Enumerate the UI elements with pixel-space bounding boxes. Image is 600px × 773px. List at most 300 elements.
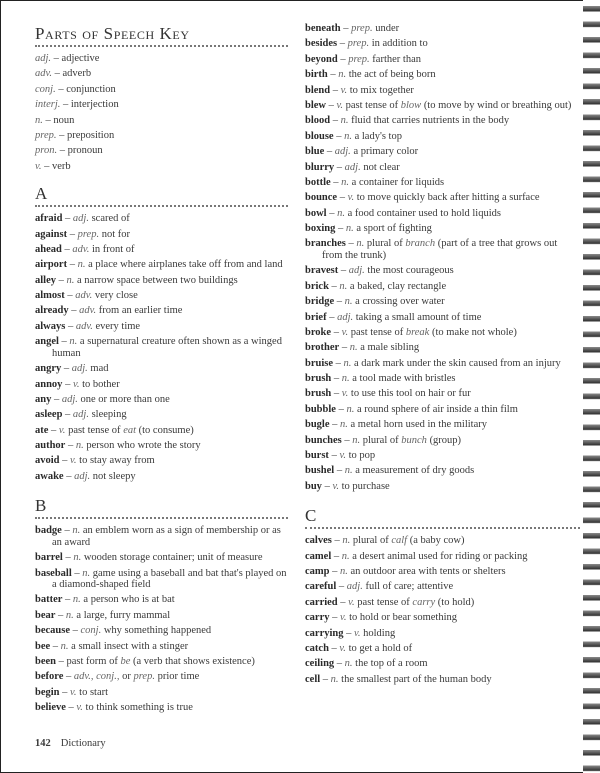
definition: an outdoor area with tents or shelters	[350, 566, 506, 577]
dictionary-entry: ahead – adv. in front of	[35, 243, 135, 255]
headword: ceiling	[305, 658, 335, 670]
key-full: pronoun	[67, 145, 103, 157]
headword: camp	[305, 566, 330, 577]
headword: bee	[35, 640, 51, 652]
dictionary-entry: bunches – n. plural of bunch (group)	[305, 434, 462, 446]
part-of-speech: n.	[82, 567, 91, 579]
parts-of-speech-title: Parts of Speech Key	[35, 24, 190, 43]
part-of-speech: n.	[341, 550, 350, 562]
definition: past tense of	[357, 596, 413, 608]
dictionary-entry: cell – n. the smallest part of the human body	[305, 673, 492, 685]
dictionary-entry: brush – n. a tool made with bristles	[305, 373, 456, 385]
part-of-speech: n.	[339, 280, 348, 292]
dictionary-entry: batter – n. a person who is at bat	[35, 594, 175, 606]
headword: bounce	[305, 192, 338, 204]
headword: beneath	[305, 23, 341, 34]
key-abbr: interj.	[35, 99, 61, 111]
headword: believe	[35, 702, 66, 714]
definition: to use this tool on hair or fur	[350, 388, 471, 400]
headword: boxing	[305, 223, 336, 235]
headword: because	[35, 625, 70, 637]
part-of-speech: adv.	[79, 305, 97, 317]
part-of-speech: n.	[345, 223, 354, 235]
dictionary-entry: annoy – v. to bother	[35, 378, 120, 390]
dictionary-entry: angel – n. a supernatural creature often shown as a winged human	[35, 336, 282, 359]
headword: carried	[305, 596, 338, 608]
definition: mad	[90, 363, 109, 375]
headword: catch	[305, 642, 329, 654]
key-abbr: conj.	[35, 83, 56, 95]
part-of-speech: n.	[340, 419, 348, 431]
part-of-speech: n.	[337, 207, 345, 219]
dictionary-entry: brother – n. a male sibling	[305, 342, 420, 354]
part-of-speech: n.	[352, 434, 361, 446]
headword: bugle	[305, 419, 330, 431]
headword: blew	[305, 99, 326, 111]
dictionary-entry: buy – v. to purchase	[305, 480, 390, 492]
dictionary-entry: always – adv. every time	[35, 320, 141, 332]
dictionary-entry: bee – n. a small insect with a stinger	[35, 640, 189, 652]
headword: alley	[35, 274, 56, 286]
definition: or	[122, 671, 134, 683]
part-of-speech: v.	[336, 99, 344, 111]
part-of-speech: n.	[72, 594, 81, 606]
dictionary-entry: begin – v. to start	[35, 686, 109, 698]
definition: wooden storage container; unit of measure	[83, 552, 263, 564]
key-item: adv. – adverb	[35, 68, 92, 80]
headword: almost	[35, 290, 65, 302]
headword: always	[35, 320, 66, 332]
definition: sleeping	[91, 409, 127, 421]
headword: barrel	[35, 552, 63, 564]
definition: a container for liquids	[351, 176, 445, 188]
part-of-speech: n.	[338, 69, 347, 81]
dictionary-entry: boxing – n. a sport of fighting	[305, 223, 432, 235]
dictionary-entry: blurry – adj. not clear	[305, 161, 400, 173]
part-of-speech: prep.	[347, 38, 370, 50]
headword: afraid	[35, 213, 63, 225]
right-column	[305, 0, 580, 689]
dictionary-entry: camel – n. a desert animal used for riding or packing	[305, 550, 528, 562]
dictionary-entry: asleep – adj. sleeping	[35, 409, 127, 421]
definition: a food container used to hold liquids	[347, 207, 501, 219]
headword: brush	[305, 388, 332, 400]
definition: every time	[95, 320, 141, 332]
dictionary-entry: bravest – adj. the most courageous	[305, 265, 454, 277]
headword: bravest	[305, 265, 339, 277]
definition: holding	[363, 627, 396, 639]
definition: to think something is true	[85, 702, 193, 714]
part-of-speech: prep.	[348, 53, 370, 65]
key-abbr: pron.	[35, 145, 58, 157]
definition: why something happened	[103, 625, 212, 637]
dictionary-entry: any – adj. one or more than one	[35, 393, 170, 405]
definition: to start	[79, 686, 109, 698]
definition: a measurement of dry goods	[355, 465, 475, 477]
part-of-speech: v.	[339, 450, 346, 462]
key-full: conjunction	[66, 83, 116, 95]
headword: careful	[305, 581, 337, 593]
part-of-speech: v.	[339, 642, 346, 654]
part-of-speech: n.	[346, 403, 355, 415]
dictionary-entry: brief – adj. taking a small amount of time	[305, 311, 482, 323]
dictionary-entry: alley – n. a narrow space between two buildings	[35, 274, 238, 286]
dictionary-entry: blood – n. fluid that carries nutrients in the body	[305, 115, 510, 127]
definition: to get a hold of	[348, 642, 413, 654]
definition: a male sibling	[360, 342, 420, 354]
dictionary-entry: airport – n. a place where airplanes take off from and land	[35, 259, 283, 271]
dictionary-entry: brush – v. to use this tool on hair or fur	[305, 388, 471, 400]
definition: taking a small amount of time	[355, 311, 482, 323]
definition-italic: break	[405, 326, 430, 338]
part-of-speech: adj.	[334, 146, 351, 158]
headword: blue	[305, 146, 325, 158]
definition: (to move by wind or breathing out)	[421, 99, 572, 111]
definition: the top of a room	[355, 658, 428, 670]
key-full: adjective	[61, 53, 100, 64]
definition: fluid that carries nutrients in the body	[351, 115, 510, 127]
dictionary-entry: because – conj. why something happened	[35, 625, 212, 637]
headword: bowl	[305, 207, 327, 219]
definition: a dark mark under the skin caused from an injury	[354, 357, 561, 369]
definition: not sleepy	[92, 470, 136, 482]
definition: a large, furry mammal	[76, 609, 171, 621]
part-of-speech: v.	[70, 455, 77, 467]
part-of-speech: n.	[341, 373, 350, 385]
key-abbr: adv.	[35, 68, 53, 80]
headword: brush	[305, 373, 332, 385]
dictionary-entry: before – adv., conj., or prep. prior time	[35, 671, 200, 683]
key-full: noun	[53, 114, 75, 126]
section-label: Dictionary	[60, 738, 106, 749]
part-of-speech: adj.	[346, 581, 363, 593]
headword: ahead	[35, 243, 62, 255]
part-of-speech: n.	[341, 176, 350, 188]
headword: broke	[305, 326, 332, 338]
definition: plural of	[352, 535, 392, 547]
dictionary-entry: awake – adj. not sleepy	[35, 470, 136, 482]
headword: brief	[305, 311, 327, 323]
definition-italic: prep.	[133, 671, 155, 683]
part-of-speech: prep.	[351, 23, 373, 34]
dictionary-entry: bruise – n. a dark mark under the skin caused from an injury	[305, 357, 561, 369]
definition: very close	[94, 290, 138, 302]
definition: to mix together	[349, 84, 414, 96]
dictionary-entry: camp – n. an outdoor area with tents or shelters	[305, 566, 506, 577]
headword: bushel	[305, 465, 335, 477]
definition: to purchase	[341, 480, 390, 492]
part-of-speech: n.	[330, 673, 339, 685]
letter-heading: A	[35, 184, 48, 204]
headword: bubble	[305, 403, 336, 415]
definition: not for	[101, 228, 130, 240]
dictionary-entry: calves – n. plural of calf (a baby cow)	[305, 535, 465, 547]
definition: to hold or bear something	[349, 612, 458, 624]
part-of-speech: v.	[76, 702, 83, 714]
headword: blend	[305, 84, 331, 96]
headword: bridge	[305, 296, 335, 308]
definition: a crossing over water	[355, 296, 445, 308]
key-item: adj. – adjective	[35, 53, 100, 64]
definition: a place where airplanes take off from and land	[88, 259, 283, 271]
headword: birth	[305, 69, 328, 81]
part-of-speech: v.	[340, 84, 348, 96]
key-abbr: prep.	[35, 129, 57, 141]
key-item: v. – verb	[35, 160, 71, 172]
definition: one or more than one	[80, 393, 170, 405]
headword: batter	[35, 594, 63, 606]
dictionary-entry: ate – v. past tense of eat (to consume)	[35, 424, 194, 436]
definition: past form of	[66, 656, 121, 667]
headword: carry	[305, 612, 330, 624]
part-of-speech: conj.	[80, 625, 102, 637]
definition-italic: be	[120, 656, 131, 667]
headword: already	[35, 305, 69, 317]
headword: camel	[305, 550, 332, 562]
part-of-speech: prep.	[77, 228, 100, 240]
key-full: adverb	[62, 68, 92, 80]
headword: against	[35, 228, 68, 240]
headword: bunches	[305, 434, 342, 446]
key-item: pron. – pronoun	[35, 145, 103, 157]
headword: baseball	[35, 567, 72, 579]
headword: calves	[305, 535, 332, 547]
part-of-speech: v.	[341, 388, 349, 400]
definition: a lady's top	[354, 130, 402, 142]
headword: avoid	[35, 455, 60, 467]
part-of-speech: n.	[340, 115, 349, 127]
definition: a round sphere of air inside a thin film	[356, 403, 518, 415]
definition: a small insect with a stinger	[71, 640, 189, 652]
part-of-speech: v.	[354, 627, 361, 639]
part-of-speech: v.	[348, 596, 355, 608]
headword: been	[35, 656, 56, 667]
definition-italic: calf	[391, 535, 408, 547]
key-abbr: n.	[35, 114, 43, 126]
part-of-speech: v.	[58, 424, 66, 436]
headword: awake	[35, 470, 64, 482]
parts-of-speech-key	[35, 53, 288, 172]
headword: begin	[35, 686, 60, 698]
definition: (part of a tree that grows out from the trunk)	[322, 238, 558, 261]
definition: a baked, clay rectangle	[349, 280, 447, 292]
definition: an emblem worn as a sign of membership or as an award	[52, 525, 281, 548]
dictionary-entry: bear – n. a large, furry mammal	[35, 609, 171, 621]
headword: besides	[305, 38, 338, 50]
definition: person who wrote the story	[86, 440, 201, 452]
dictionary-entry: barrel – n. wooden storage container; unit of measure	[35, 552, 263, 564]
headword: beyond	[305, 53, 338, 65]
left-column	[35, 0, 288, 718]
dictionary-entry: blend – v. to mix together	[305, 84, 414, 96]
dictionary-entry: afraid – adj. scared of	[35, 213, 130, 225]
part-of-speech: n.	[340, 566, 348, 577]
definition: the smallest part of the human body	[341, 673, 492, 685]
dictionary-entry: bounce – v. to move quickly back after hitting a surface	[305, 192, 540, 204]
part-of-speech: v.	[72, 378, 80, 390]
part-of-speech: adj.	[71, 363, 88, 375]
definition-italic: blow	[400, 99, 422, 111]
headword: branches	[305, 238, 346, 250]
definition: a supernatural creature often shown as a winged human	[52, 336, 282, 359]
definition: game using a baseball and bat that's played on a diamond-shaped field	[52, 567, 287, 591]
dictionary-entry: badge – n. an emblem worn as a sign of membership or as an award	[35, 525, 281, 548]
key-abbr: v.	[35, 160, 42, 172]
dictionary-entry: broke – v. past tense of break (to make not whole)	[305, 326, 517, 338]
part-of-speech: adv.	[75, 290, 93, 302]
definition: past tense of	[68, 424, 124, 436]
definition: the most courageous	[367, 265, 454, 277]
headword: asleep	[35, 409, 63, 421]
definition: to stay away from	[79, 455, 155, 467]
dictionary-entry: blue – adj. a primary color	[305, 146, 419, 158]
dictionary-entry: blew – v. past tense of blow (to move by wind or breathing out)	[305, 99, 572, 111]
dictionary-entry: already – adv. from an earlier time	[35, 305, 183, 317]
definition: a narrow space between two buildings	[77, 274, 238, 286]
dictionary-entry: birth – n. the act of being born	[305, 69, 436, 81]
key-full: verb	[52, 160, 71, 172]
headword: carrying	[305, 627, 344, 639]
part-of-speech: adj.	[337, 311, 354, 323]
page-footer	[35, 738, 106, 749]
dictionary-entry: ceiling – n. the top of a room	[305, 658, 428, 670]
dictionary-entry: bowl – n. a food container used to hold liquids	[305, 207, 501, 219]
headword: badge	[35, 525, 62, 537]
headword: ate	[35, 424, 49, 436]
definition: (group)	[426, 434, 462, 446]
part-of-speech: adj.	[348, 265, 365, 277]
dictionary-entry: against – prep. not for	[35, 228, 130, 240]
letter-heading: C	[305, 506, 317, 526]
part-of-speech: n.	[60, 640, 69, 652]
definition: not clear	[363, 161, 400, 173]
dotted-divider	[35, 45, 288, 47]
dictionary-entry: angry – adj. mad	[35, 363, 109, 375]
part-of-speech: n.	[65, 609, 74, 621]
headword: buy	[305, 480, 322, 492]
key-item: conj. – conjunction	[35, 83, 116, 95]
definition: to bother	[82, 378, 120, 390]
part-of-speech: adj.	[72, 213, 89, 225]
dictionary-entry: avoid – v. to stay away from	[35, 455, 155, 467]
dictionary-entry: catch – v. to get a hold of	[305, 642, 413, 654]
key-full: preposition	[66, 129, 115, 141]
part-of-speech: v.	[70, 686, 77, 698]
definition: in addition to	[371, 38, 428, 50]
definition: past tense of	[350, 326, 406, 338]
definition: to move quickly back after hitting a surface	[356, 192, 540, 204]
part-of-speech: n.	[69, 336, 78, 348]
dictionary-entry: besides – prep. in addition to	[305, 38, 428, 50]
dictionary-entry: blouse – n. a lady's top	[305, 130, 402, 142]
definition: (to hold)	[435, 596, 475, 608]
part-of-speech: adv.	[72, 243, 90, 255]
dictionary-entry: bushel – n. a measurement of dry goods	[305, 465, 475, 477]
dictionary-entry: carry – v. to hold or bear something	[305, 612, 458, 624]
spiral-binding	[583, 0, 600, 773]
definition-italic: eat	[123, 424, 137, 436]
definition: to pop	[348, 450, 376, 462]
part-of-speech: n.	[344, 658, 353, 670]
part-of-speech: n.	[75, 440, 84, 452]
dictionary-entry: brick – n. a baked, clay rectangle	[305, 280, 447, 292]
part-of-speech: adj.	[72, 409, 89, 421]
definition: (a baby cow)	[407, 535, 465, 547]
definition: a sport of fighting	[356, 223, 432, 235]
dictionary-entry: bubble – n. a round sphere of air inside a thin film	[305, 403, 518, 415]
part-of-speech: adj.	[74, 470, 91, 482]
headword: blood	[305, 115, 331, 127]
headword: cell	[305, 673, 321, 685]
key-item: n. – noun	[35, 114, 75, 126]
part-of-speech: n.	[343, 357, 352, 369]
dictionary-entry: branches – n. plural of branch (part of a tree that grows out from the trunk)	[305, 238, 558, 261]
definition: a metal horn used in the military	[350, 419, 487, 431]
part-of-speech: adj.	[344, 161, 361, 173]
part-of-speech: v.	[347, 192, 355, 204]
definition: plural of	[362, 434, 402, 446]
definition: plural of	[366, 238, 406, 250]
definition: (to consume)	[136, 424, 194, 436]
dotted-divider	[305, 527, 580, 529]
definition: (to make not whole)	[429, 326, 517, 338]
definition: scared of	[91, 213, 130, 225]
headword: burst	[305, 450, 329, 462]
dictionary-entry: careful – adj. full of care; attentive	[305, 581, 454, 593]
key-item: prep. – preposition	[35, 129, 115, 141]
definition: full of care; attentive	[365, 581, 454, 593]
dictionary-entry: bridge – n. a crossing over water	[305, 296, 445, 308]
dictionary-entry: beyond – prep. farther than	[305, 53, 421, 65]
dictionary-entry: believe – v. to think something is true	[35, 702, 193, 714]
definition: the act of being born	[348, 69, 436, 81]
headword: bear	[35, 609, 56, 621]
dictionary-entry: baseball – n. game using a baseball and bat that's played on a diamond-shaped field	[35, 567, 287, 591]
definition: a primary color	[353, 146, 419, 158]
dotted-divider	[35, 517, 288, 519]
definition: from an earlier time	[98, 305, 183, 317]
dictionary-entry: burst – v. to pop	[305, 450, 376, 462]
dictionary-entry: bottle – n. a container for liquids	[305, 176, 445, 188]
part-of-speech: v.	[332, 480, 339, 492]
headword: author	[35, 440, 66, 452]
dictionary-entry: carried – v. past tense of carry (to hold)	[305, 596, 475, 608]
part-of-speech: n.	[77, 259, 86, 271]
headword: brother	[305, 342, 340, 354]
dictionary-entry: author – n. person who wrote the story	[35, 440, 201, 452]
headword: angry	[35, 363, 62, 375]
part-of-speech: n.	[344, 130, 352, 142]
dictionary-entry: carrying – v. holding	[305, 627, 396, 639]
headword: annoy	[35, 378, 63, 390]
part-of-speech: n.	[349, 342, 358, 354]
headword: any	[35, 393, 52, 405]
headword: airport	[35, 259, 68, 271]
dictionary-entry: almost – adv. very close	[35, 290, 138, 302]
dictionary-entry: beneath – prep. under	[305, 23, 400, 34]
definition: under	[375, 23, 400, 34]
headword: angel	[35, 336, 59, 348]
definition-italic: branch	[405, 238, 436, 250]
part-of-speech: n.	[342, 535, 351, 547]
headword: blouse	[305, 130, 334, 142]
headword: bottle	[305, 176, 331, 188]
definition-italic: carry	[412, 596, 436, 608]
part-of-speech: n.	[73, 552, 82, 564]
part-of-speech: v.	[339, 612, 347, 624]
part-of-speech: adv., conj.,	[73, 671, 120, 683]
headword: before	[35, 671, 64, 683]
